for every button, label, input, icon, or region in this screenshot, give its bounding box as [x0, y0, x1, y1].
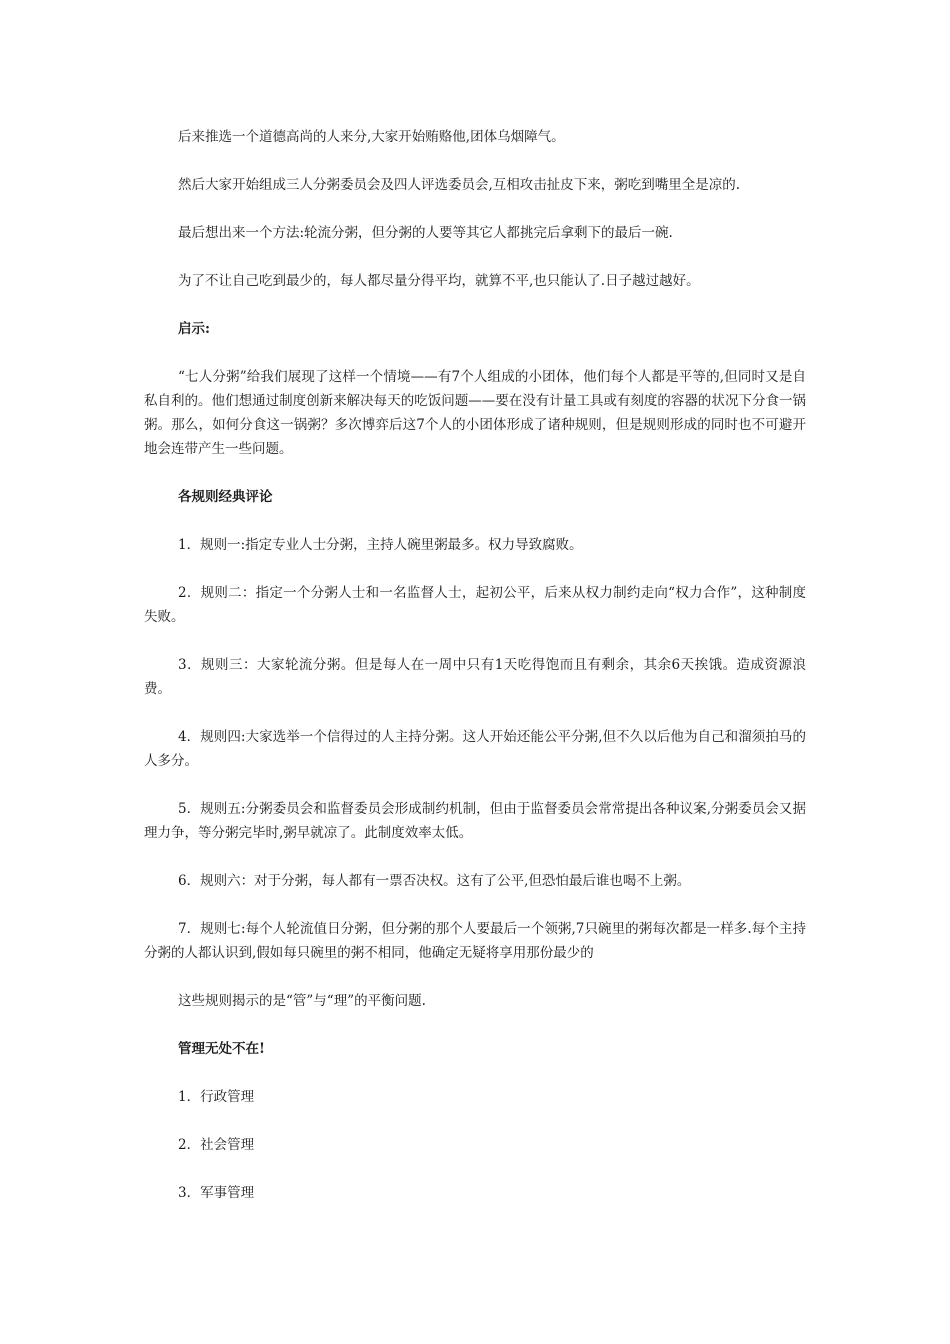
- paragraph-4: 为了不让自己吃到最少的，每人都尽量分得平均，就算不平,也只能认了.日子越过越好。: [178, 273, 700, 289]
- paragraph-2: 然后大家开始组成三人分粥委员会及四人评选委员会,互相攻击扯皮下来，粥吃到嘴里全是凉的.: [178, 177, 741, 193]
- rule-1: 1．规则一:指定专业人士分粥，主持人碗里粥最多。权力导致腐败。: [178, 537, 583, 553]
- rule-5: 5．规则五:分粥委员会和监督委员会形成制约机制，但由于监督委员会常常提出各种议案,分粥委员会又据理力争，等分粥完毕时,粥早就凉了。此制度效率太低。: [144, 801, 806, 841]
- paragraph-3: 最后想出来一个方法:轮流分粥，但分粥的人要等其它人都挑完后拿剩下的最后一碗.: [178, 225, 673, 241]
- paragraph-balance: 这些规则揭示的是“管”与“理”的平衡问题.: [178, 993, 426, 1009]
- heading-management: 管理无处不在!: [178, 1041, 265, 1057]
- list-item-admin: 1．行政管理: [178, 1089, 255, 1105]
- rule-6: 6．规则六：对于分粥，每人都有一票否决权。这有了公平,但恐怕最后谁也喝不上粥。: [178, 873, 691, 889]
- heading-rules-review: 各规则经典评论: [178, 489, 273, 505]
- rule-7: 7．规则七:每个人轮流值日分粥，但分粥的那个人要最后一个领粥,7只碗里的粥每次都是一样多.每个主持分粥的人都认识到,假如每只碗里的粥不相同，他确定无疑将享用那份最少的: [144, 921, 806, 961]
- heading-insight: 启示:: [178, 321, 210, 337]
- rule-2: 2．规则二：指定一个分粥人士和一名监督人士，起初公平，后来从权力制约走向“权力合作”，这种制度失败。: [144, 585, 806, 625]
- list-item-military: 3．军事管理: [178, 1185, 255, 1201]
- rule-3: 3．规则三：大家轮流分粥。但是每人在一周中只有1天吃得饱而且有剩余，其余6天挨饿。造成资源浪费。: [144, 657, 806, 697]
- list-item-social: 2．社会管理: [178, 1137, 255, 1153]
- paragraph-1: 后来推选一个道德高尚的人来分,大家开始贿赂他,团体乌烟障气。: [178, 129, 565, 145]
- paragraph-insight: “七人分粥”给我们展现了这样一个情境——有7个人组成的小团体，他们每个人都是平等的,但同时又是自私自利的。他们想通过制度创新来解决每天的吃饭问题——要在没有计量工具或有刻度的容器的状况下分食一锅粥。那么，如何分食这一锅粥？多次博弈后这7个人的小团体形成了诸种规则，但是规则形成的同时也不可避开地会连带产生一些问题。: [144, 369, 806, 457]
- rule-4: 4．规则四:大家选举一个信得过的人主持分粥。这人开始还能公平分粥,但不久以后他为自己和溜须拍马的人多分。: [144, 729, 806, 769]
